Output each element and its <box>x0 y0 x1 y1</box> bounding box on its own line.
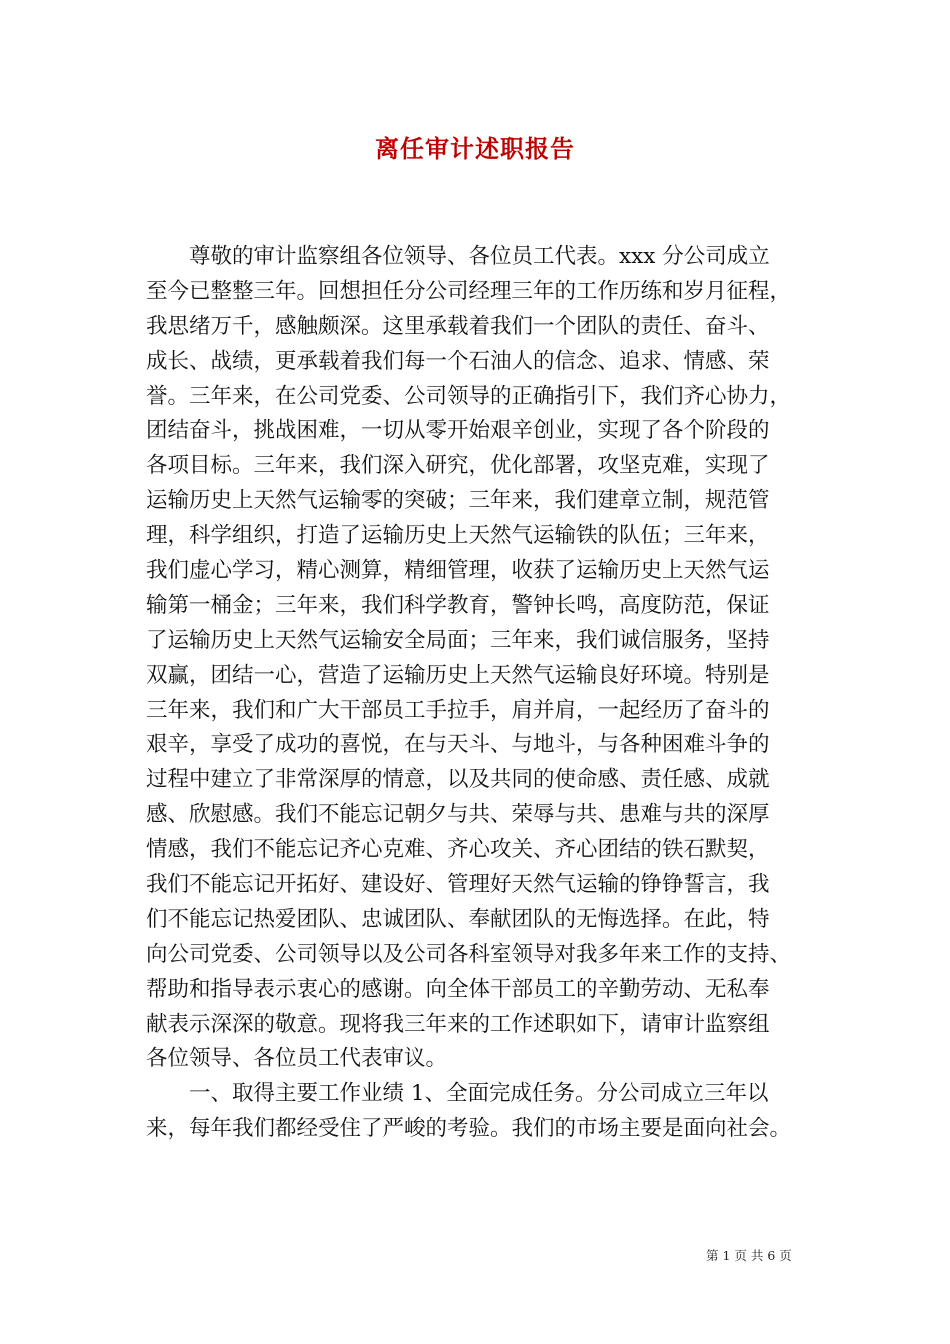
body-line: 来，每年我们都经受住了严峻的考验。我们的市场主要是面向社会。 <box>146 1116 792 1142</box>
page-number-footer: 第 1 页 共 6 页 <box>706 1248 792 1263</box>
body-line: 至今已整整三年。回想担任分公司经理三年的工作历练和岁月征程， <box>146 278 792 304</box>
body-line: 了运输历史上天然气运输安全局面；三年来，我们诚信服务，坚持 <box>146 627 770 653</box>
body-line: 我思绪万千，感触颇深。这里承载着我们一个团队的责任、奋斗、 <box>146 313 770 339</box>
document-body <box>146 240 810 1147</box>
body-line: 运输历史上天然气运输零的突破；三年来，我们建章立制，规范管 <box>146 488 770 514</box>
body-line: 向公司党委、公司领导以及公司各科室领导对我多年来工作的支持、 <box>146 941 792 967</box>
body-line: 尊敬的审计监察组各位领导、各位员工代表。xxx 分公司成立 <box>146 244 770 269</box>
body-line: 我们虚心学习，精心测算，精细管理，收获了运输历史上天然气运 <box>146 558 770 584</box>
body-line: 感、欣慰感。我们不能忘记朝夕与共、荣辱与共、患难与共的深厚 <box>146 802 770 828</box>
body-line: 各项目标。三年来，我们深入研究，优化部署，攻坚克难，实现了 <box>146 453 770 479</box>
body-line: 艰辛，享受了成功的喜悦，在与天斗、与地斗，与各种困难斗争的 <box>146 732 770 758</box>
body-line: 情感，我们不能忘记齐心克难、齐心攻关、齐心团结的铁石默契， <box>146 837 770 863</box>
body-line: 们不能忘记热爱团队、忠诚团队、奉献团队的无悔选择。在此，特 <box>146 906 770 932</box>
body-line: 成长、战绩，更承载着我们每一个石油人的信念、追求、情感、荣 <box>146 348 770 374</box>
body-line: 输第一桶金；三年来，我们科学教育，警钟长鸣，高度防范，保证 <box>146 592 770 618</box>
body-line: 一、取得主要工作业绩 1、全面完成任务。分公司成立三年以 <box>146 1081 769 1107</box>
body-line: 帮助和指导表示衷心的感谢。向全体干部员工的辛勤劳动、无私奉 <box>146 976 770 1002</box>
body-line: 团结奋斗，挑战困难，一切从零开始艰辛创业，实现了各个阶段的 <box>146 418 770 444</box>
body-line: 我们不能忘记开拓好、建设好、管理好天然气运输的铮铮誓言，我 <box>146 872 770 898</box>
document-title: 离任审计述职报告 <box>375 134 575 163</box>
body-line: 双赢，团结一心，营造了运输历史上天然气运输良好环境。特别是 <box>146 662 770 688</box>
body-line: 过程中建立了非常深厚的情意，以及共同的使命感、责任感、成就 <box>146 767 770 793</box>
body-line: 各位领导、各位员工代表审议。 <box>146 1046 448 1072</box>
body-line: 誉。三年来，在公司党委、公司领导的正确指引下，我们齐心协力， <box>146 383 792 409</box>
body-line: 三年来，我们和广大干部员工手拉手，肩并肩，一起经历了奋斗的 <box>146 697 770 723</box>
body-line: 献表示深深的敬意。现将我三年来的工作述职如下，请审计监察组 <box>146 1011 770 1037</box>
body-line: 理，科学组织，打造了运输历史上天然气运输铁的队伍；三年来， <box>146 523 770 549</box>
